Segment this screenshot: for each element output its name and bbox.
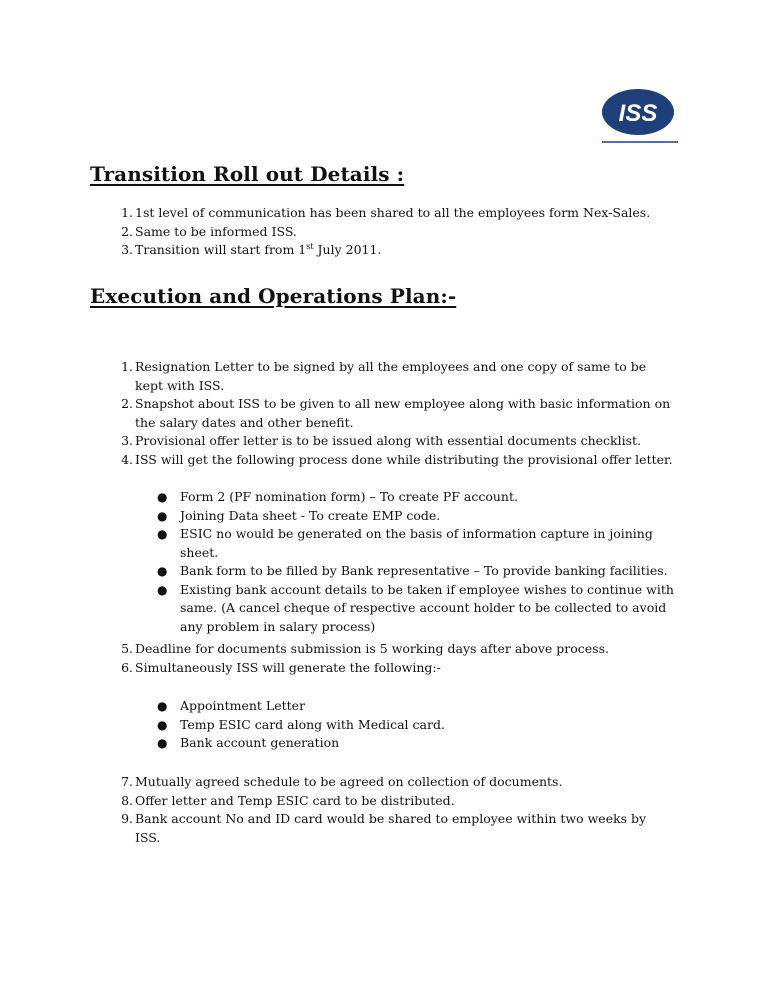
list-item: 8. Offer letter and Temp ESIC card to be distributed. [121, 792, 455, 808]
list-item: 3. Provisional offer letter is to be issued along with essential documents checklist. [121, 433, 642, 448]
bullet-item: ● Bank form to be filled by Bank representative – To provide banking facilities. [157, 563, 668, 578]
list-item: 6. Simultaneously ISS will generate the following:- [121, 659, 441, 675]
list-item: 1. Resignation Letter to be signed by all the employees and one copy of same to be kept with ISS. [121, 359, 647, 393]
bullet-item: ● Existing bank account details to be taken if employee wishes to continue with same. (A cancel cheque of respective account holder to be collected to avoid any problem in salary process) [157, 581, 674, 634]
iss-logo [600, 88, 680, 144]
transition-heading: Transition Roll out Details : [90, 162, 405, 186]
list-item: 1. 1st level of communication has been shared to all the employees form Nex-Sales. [121, 205, 651, 220]
execution-heading: Execution and Operations Plan:- [90, 284, 457, 308]
bullet-item: ● Appointment Letter [157, 698, 306, 713]
transition-list [121, 204, 695, 260]
bullet-item: ● Joining Data sheet - To create EMP code. [157, 507, 441, 523]
list-item: 2. Same to be informed ISS. [121, 223, 297, 239]
bullet-item: ● Temp ESIC card along with Medical card. [157, 716, 445, 732]
list-item: 5. Deadline for documents submission is 5 working days after above process. [121, 641, 609, 656]
execution-list-b [121, 640, 675, 677]
execution-list-c [121, 773, 675, 847]
process-bullets [157, 488, 680, 636]
execution-list-a [121, 358, 675, 469]
generation-bullets [157, 697, 680, 753]
list-item: 9. Bank account No and ID card would be shared to employee within two weeks by ISS. [121, 811, 647, 845]
bullet-item: ● Bank account generation [157, 735, 340, 750]
bullet-item: ● Form 2 (PF nomination form) – To create PF account. [157, 489, 518, 504]
list-item: 3. Transition will start from 1st July 2011. [121, 241, 382, 257]
list-item: 2. Snapshot about ISS to be given to all new employee along with basic information on the salary dates and other benefit. [121, 396, 671, 430]
bullet-item: ● ESIC no would be generated on the basis of information capture in joining sheet. [157, 526, 653, 560]
list-item: 7. Mutually agreed schedule to be agreed on collection of documents. [121, 774, 563, 789]
list-item: 4. ISS will get the following process done while distributing the provisional offer letter. [121, 451, 673, 467]
logo-text: ISS [618, 100, 658, 127]
